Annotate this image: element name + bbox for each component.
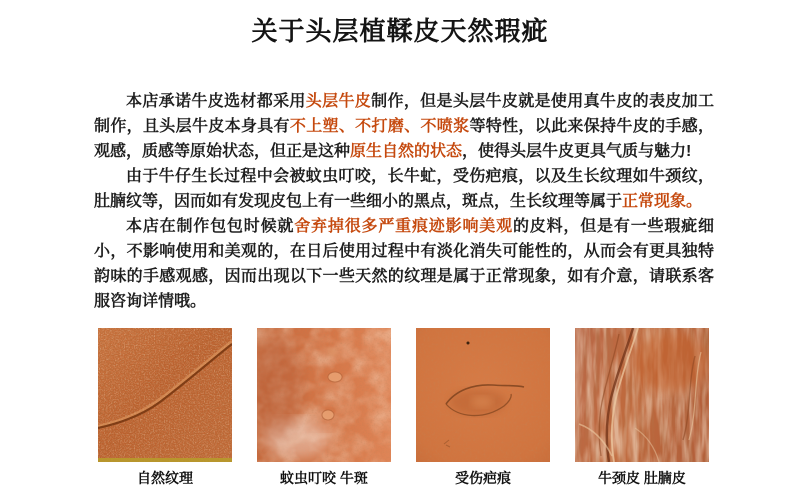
gallery-caption: 受伤疤痕 [455,470,511,486]
body-text: 的皮料，但是有一些瑕疵细小，不影响使用和美观的，在日后使用过程中有淡化消失可能性的，从而会有更具独特韵味的手感观感，因而出现以下一些天然的纹理是属于正常现象，如有介意，请联系客服咨询详情哦。 [94,218,714,310]
description-paragraph [94,89,714,164]
description-text [94,89,714,314]
body-text: 由于牛仔生长过程中会被蚊虫叮咬，长牛虻，受伤疤痕，以及生长纹理如牛颈纹，肚腩纹等，因而如有发现皮包上有一些细小的黑点，斑点，生长纹理等属于 [94,168,714,210]
body-text: 本店在制作包包时候就 [126,218,295,235]
body-text: ，使得头层牛皮更具气质与魅力! [462,143,692,160]
leather-photo-insect-bites [257,328,391,462]
gallery-figure-scar [416,328,550,487]
highlighted-text: 正常现象。 [622,193,703,210]
body-text: 制作，但是头层牛皮就是使用真牛皮的表皮加工制作，且头层牛皮本身具有 [94,93,714,135]
leather-photo-scar [416,328,550,462]
leather-photo-neck-belly-wrinkles [575,328,709,462]
leather-flaw-gallery [98,328,800,487]
highlighted-text: 原生自然的状态 [350,143,463,160]
highlighted-text: 不上塑、不打磨、不喷浆 [289,118,470,135]
highlighted-text: 头层牛皮 [305,93,372,110]
body-text: 本店承诺牛皮选材都采用 [126,93,306,110]
leather-photo-natural-grain [98,328,232,462]
gallery-figure-natural-grain [98,328,232,487]
body-text: 等特性，以此来保持牛皮的手感，观感，质感等原始状态，但正是这种 [94,118,714,160]
description-paragraph [94,214,714,314]
gallery-caption: 牛颈皮 肚腩皮 [598,470,686,486]
gallery-caption: 蚊虫叮咬 牛斑 [280,470,368,486]
page-title: 关于头层植鞣皮天然瑕疵 [251,16,549,46]
gallery-figure-neck-belly [575,328,709,487]
gallery-caption: 自然纹理 [137,470,193,486]
gallery-figure-insect-bites [257,328,391,487]
highlighted-text: 舍弃掉很多严重痕迹影响美观 [294,218,513,235]
description-paragraph [94,164,714,214]
